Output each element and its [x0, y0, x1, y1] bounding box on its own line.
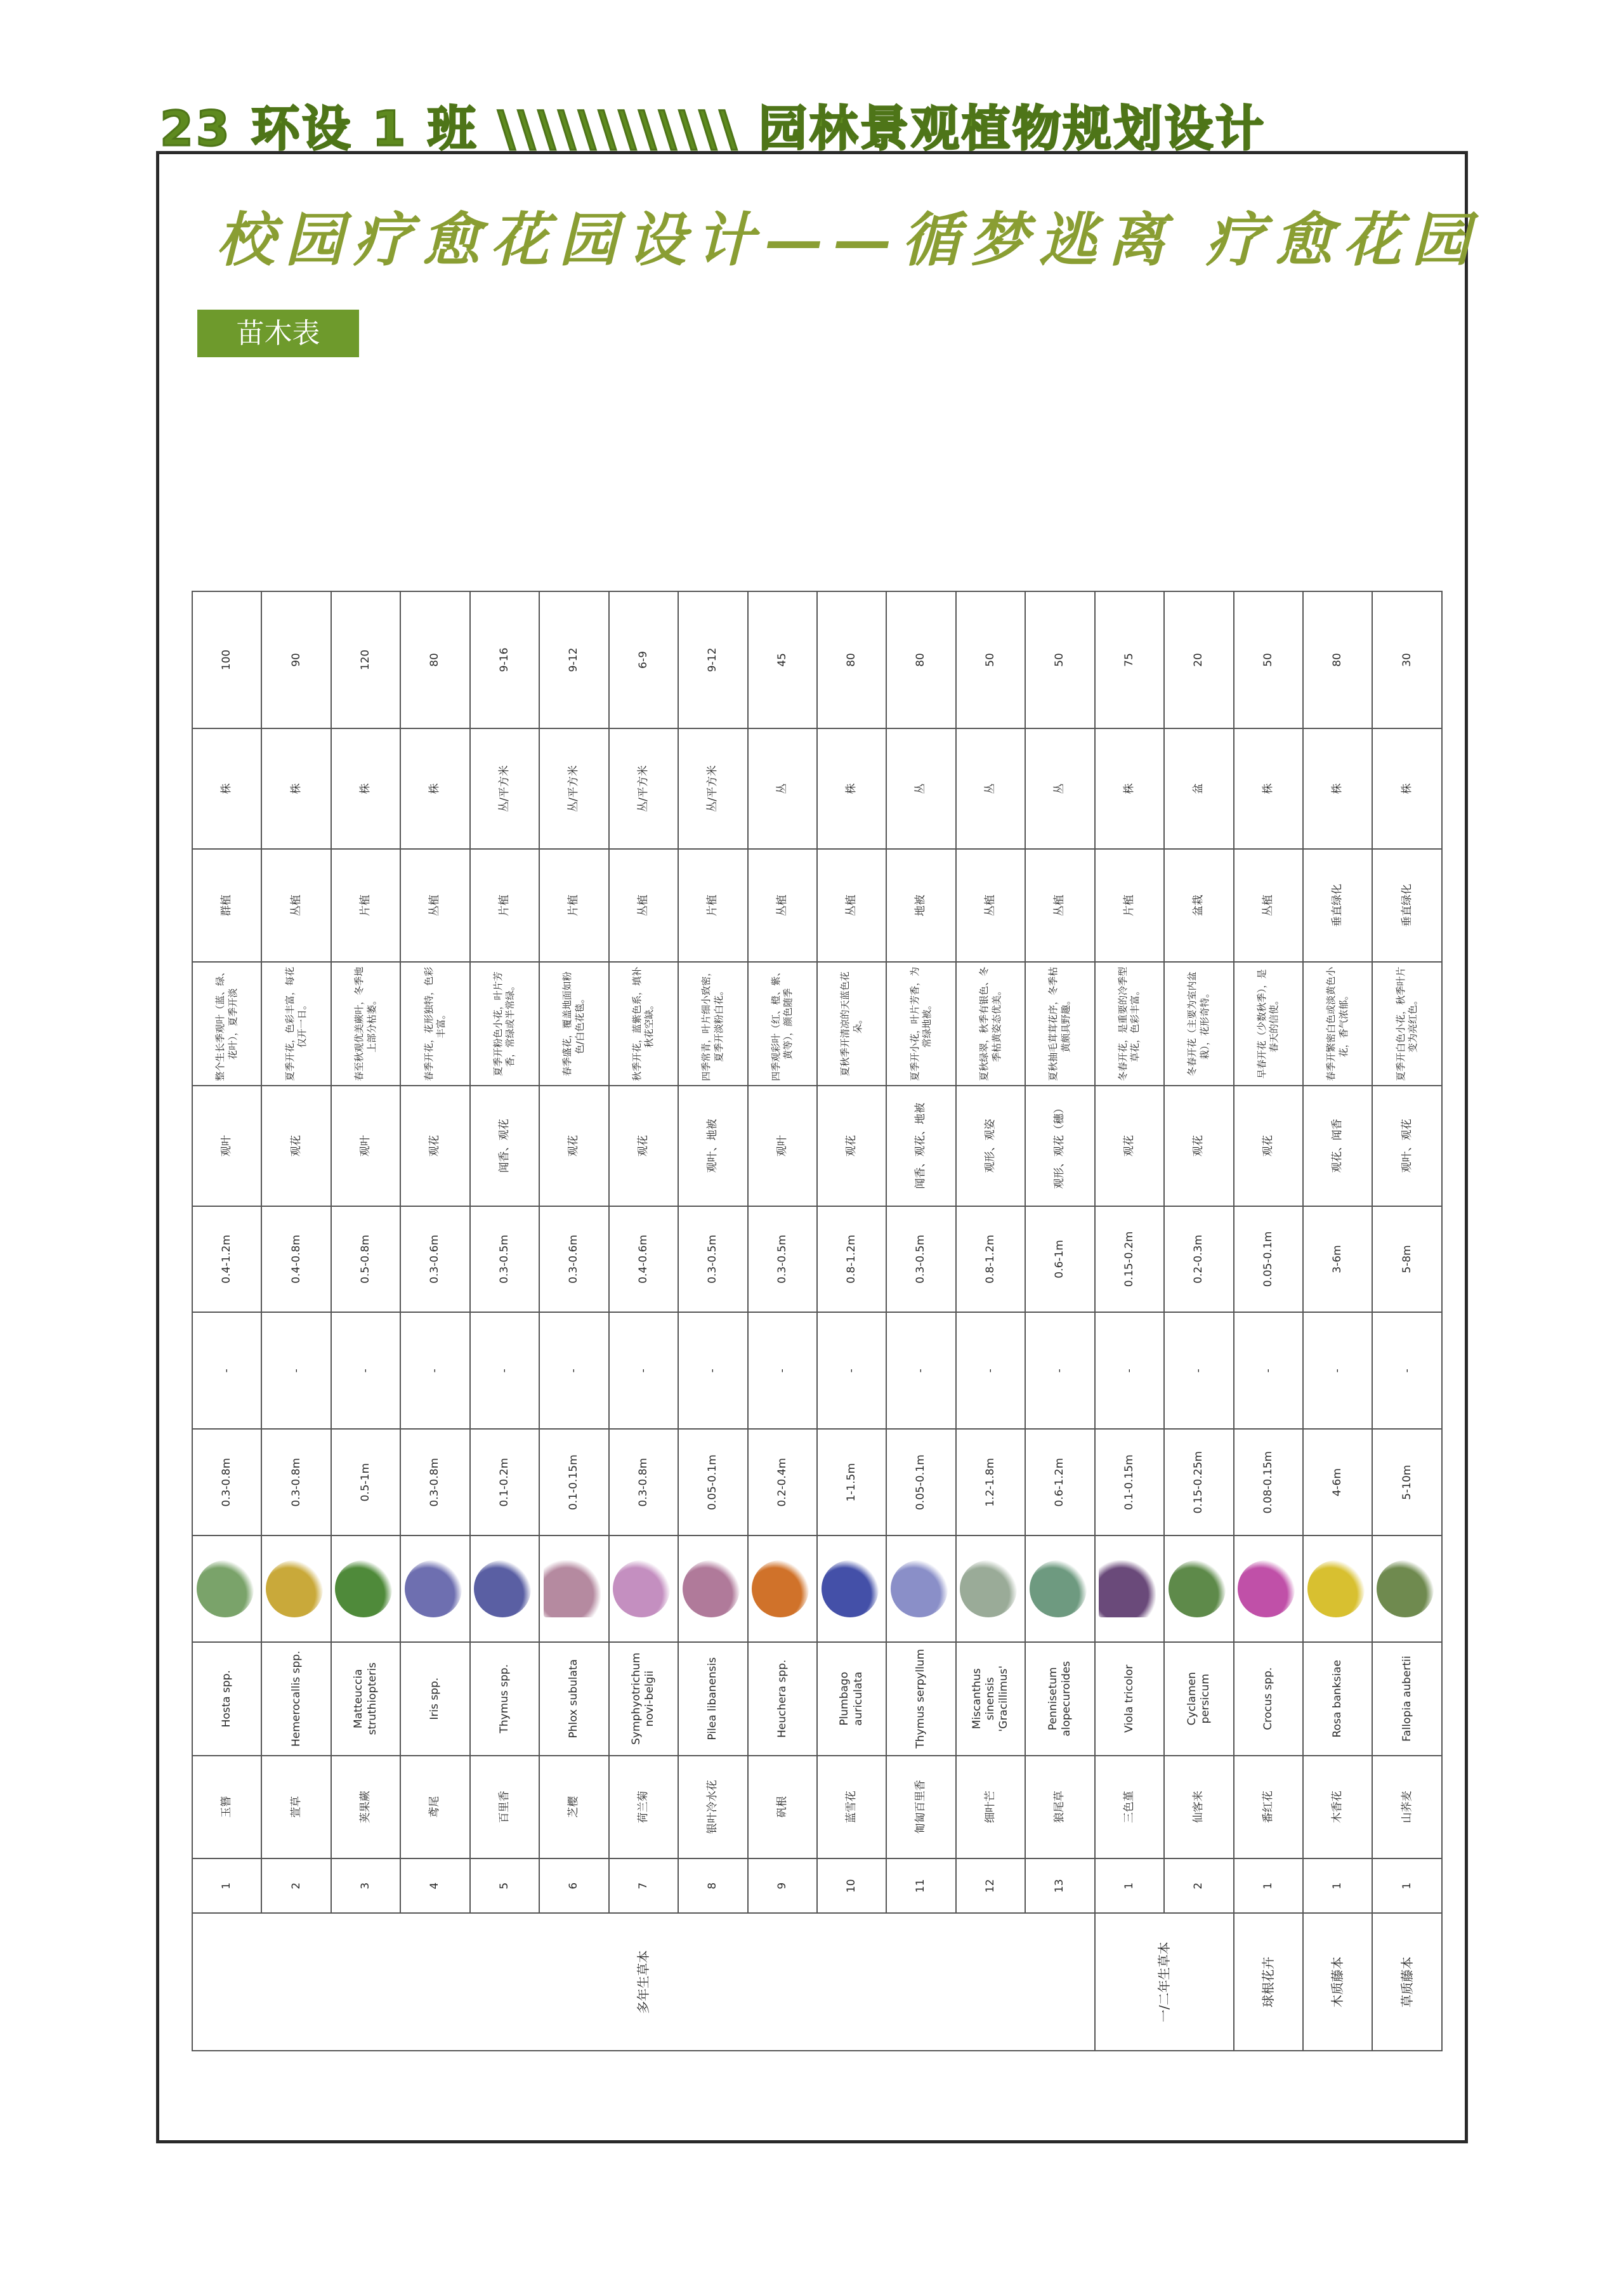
cell-spread: 0.4-0.6m: [609, 1206, 678, 1313]
cell-chinese-name: 三色堇: [1095, 1756, 1164, 1858]
table-row: [956, 402, 1025, 2051]
table-row: [470, 402, 539, 2051]
cell-description: 夏秋绿翠，秋季有银色、冬季枯黄姿态优美。: [956, 962, 1025, 1086]
cell-chinese-name: 山荞麦: [1372, 1756, 1442, 1858]
cell-empty: -: [609, 1312, 678, 1429]
cell-quantity: 75: [1095, 591, 1164, 729]
cell-quantity: 45: [748, 591, 817, 729]
cell-unit: 丛/平方米: [678, 728, 747, 848]
cell-empty: -: [1372, 1312, 1442, 1429]
cell-spread: 0.3-0.6m: [400, 1206, 469, 1313]
cell-use: 丛植: [1025, 849, 1094, 963]
cell-use: 丛植: [1234, 849, 1303, 963]
cell-description: 春季盛花，覆盖地面如粉色/白色花毯。: [539, 962, 608, 1086]
cell-quantity: 80: [817, 591, 886, 729]
cell-quantity: 90: [261, 591, 331, 729]
cell-image: [1303, 1535, 1372, 1642]
cell-latin-name: Hemerocallis spp.: [261, 1642, 331, 1756]
cell-description: 冬春开花，是重要的冷季型草花，色彩丰富。: [1095, 962, 1164, 1086]
cell-empty: -: [192, 1312, 261, 1429]
cell-quantity: 20: [1164, 591, 1233, 729]
cell-spread: 0.3-0.5m: [886, 1206, 955, 1313]
cell-latin-name: Hosta spp.: [192, 1642, 261, 1756]
cell-image: [1164, 1535, 1233, 1642]
cell-category: 一/二年生草本: [1095, 1914, 1234, 2051]
page-title: 校园疗愈花园设计——循梦逃离 疗愈花园: [216, 206, 1481, 274]
table-row: [748, 402, 817, 2051]
cell-unit: 盆: [1164, 728, 1233, 848]
table-row: [331, 402, 400, 2051]
cell-spread: 0.3-0.5m: [678, 1206, 747, 1313]
cell-view-feature: 观花、闻香: [1303, 1086, 1372, 1206]
cell-chinese-name: 匍匐百里香: [886, 1756, 955, 1858]
cell-height: 0.15-0.25m: [1164, 1429, 1233, 1535]
cell-use: 片植: [470, 849, 539, 963]
plumbago-icon: [822, 1560, 879, 1617]
cell-spread: 0.3-0.5m: [748, 1206, 817, 1313]
cell-use: 丛植: [748, 849, 817, 963]
cell-quantity: 9-12: [678, 591, 747, 729]
cell-quantity: 50: [1025, 591, 1094, 729]
cell-unit: 株: [1303, 728, 1372, 848]
viola-icon: [1099, 1560, 1156, 1617]
cell-category: 木质藤本: [1303, 1914, 1372, 2051]
cell-spread: 0.05-0.1m: [1234, 1206, 1303, 1313]
cell-number: 3: [331, 1858, 400, 1914]
course-header: 23 环设 1 班 \\\\\\\\\\\\ 园林景观植物规划设计: [160, 100, 1267, 157]
table-row: [1025, 402, 1094, 2051]
cell-image: [1025, 1535, 1094, 1642]
fallopia-icon: [1377, 1560, 1434, 1617]
cell-number: 2: [1164, 1858, 1233, 1914]
thyme-icon: [474, 1560, 531, 1617]
cell-view-feature: 闻香、观花、地被: [886, 1086, 955, 1206]
cell-empty: -: [1095, 1312, 1164, 1429]
cell-unit: 株: [1372, 728, 1442, 848]
cell-height: 0.08-0.15m: [1234, 1429, 1303, 1535]
cell-image: [331, 1535, 400, 1642]
cell-image: [1095, 1535, 1164, 1642]
cell-unit: 株: [817, 728, 886, 848]
cell-image: [886, 1535, 955, 1642]
nursery-table: [192, 402, 1443, 2051]
cell-use: 片植: [678, 849, 747, 963]
cell-use: 丛植: [400, 849, 469, 963]
cell-number: 1: [1372, 1858, 1442, 1914]
cell-description: 四季常青，叶片细小致密，夏季开淡粉白花。: [678, 962, 747, 1086]
cell-empty: -: [678, 1312, 747, 1429]
cyclamen-icon: [1169, 1560, 1226, 1617]
cell-latin-name: Thymus spp.: [470, 1642, 539, 1756]
cell-chinese-name: 蓝雪花: [817, 1756, 886, 1858]
pilea-icon: [683, 1560, 740, 1617]
cell-spread: 0.8-1.2m: [956, 1206, 1025, 1313]
grass-icon: [960, 1560, 1017, 1617]
nursery-table-area: [192, 402, 1443, 2051]
cell-number: 1: [192, 1858, 261, 1914]
cell-height: 0.3-0.8m: [400, 1429, 469, 1535]
cell-number: 6: [539, 1858, 608, 1914]
cell-latin-name: Thymus serpyllum: [886, 1642, 955, 1756]
cell-use: 丛植: [817, 849, 886, 963]
cell-use: 片植: [331, 849, 400, 963]
cell-unit: 丛: [1025, 728, 1094, 848]
cell-number: 12: [956, 1858, 1025, 1914]
cell-view-feature: 观花: [817, 1086, 886, 1206]
iris-icon: [405, 1560, 462, 1617]
cell-unit: 株: [261, 728, 331, 848]
cell-view-feature: 观花: [400, 1086, 469, 1206]
cell-use: 盆栽: [1164, 849, 1233, 963]
cell-number: 10: [817, 1858, 886, 1914]
cell-description: 春季开繁密白色或淡黄色小花，香气浓郁。: [1303, 962, 1372, 1086]
cell-chinese-name: 仙客来: [1164, 1756, 1233, 1858]
cell-number: 11: [886, 1858, 955, 1914]
table-row: [609, 402, 678, 2051]
cell-description: 秋季开花，蓝紫色系，填补秋花空缺。: [609, 962, 678, 1086]
daylily-icon: [266, 1560, 323, 1617]
cell-use: 片植: [539, 849, 608, 963]
table-row: [1234, 402, 1303, 2051]
cell-category: 多年生草本: [192, 1914, 1095, 2051]
cell-unit: 丛: [956, 728, 1025, 848]
table-row: [1372, 402, 1442, 2051]
rosa-banksiae-icon: [1307, 1560, 1365, 1617]
table-row: [817, 402, 886, 2051]
cell-description: 夏秋抽毛茸茸花序，冬季枯黄颇具野趣。: [1025, 962, 1094, 1086]
cell-quantity: 80: [400, 591, 469, 729]
cell-number: 1: [1234, 1858, 1303, 1914]
cell-height: 0.1-0.2m: [470, 1429, 539, 1535]
cell-height: 0.6-1.2m: [1025, 1429, 1094, 1535]
cell-use: 垂直绿化: [1372, 849, 1442, 963]
cell-latin-name: Pilea libanensis: [678, 1642, 747, 1756]
cell-spread: 0.3-0.6m: [539, 1206, 608, 1313]
cell-empty: -: [886, 1312, 955, 1429]
cell-view-feature: 观花: [539, 1086, 608, 1206]
cell-spread: 3-6m: [1303, 1206, 1372, 1313]
cell-number: 4: [400, 1858, 469, 1914]
cell-quantity: 9-16: [470, 591, 539, 729]
cell-unit: 丛: [886, 728, 955, 848]
cell-view-feature: 观花: [261, 1086, 331, 1206]
hosta-icon: [197, 1560, 254, 1617]
cell-image: [1234, 1535, 1303, 1642]
cell-chinese-name: 荚果蕨: [331, 1756, 400, 1858]
cell-chinese-name: 鸢尾: [400, 1756, 469, 1858]
cell-chinese-name: 萱草: [261, 1756, 331, 1858]
cell-description: 早春开花（少数秋季），是春天的信使。: [1234, 962, 1303, 1086]
cell-view-feature: 观形、观花（穗）: [1025, 1086, 1094, 1206]
cell-height: 0.3-0.8m: [609, 1429, 678, 1535]
table-row: [886, 402, 955, 2051]
cell-chinese-name: 百里香: [470, 1756, 539, 1858]
cell-spread: 0.15-0.2m: [1095, 1206, 1164, 1313]
cell-latin-name: Crocus spp.: [1234, 1642, 1303, 1756]
cell-latin-name: Iris spp.: [400, 1642, 469, 1756]
cell-description: 夏季开粉色小花，叶片芳香，常绿或半常绿。: [470, 962, 539, 1086]
cell-image: [470, 1535, 539, 1642]
cell-latin-name: Matteuccia struthiopteris: [331, 1642, 400, 1756]
cell-view-feature: 观花: [1234, 1086, 1303, 1206]
table-row: [678, 402, 747, 2051]
cell-unit: 株: [192, 728, 261, 848]
cell-unit: 丛/平方米: [470, 728, 539, 848]
cell-description: 夏秋季开清凉的天蓝色花朵。: [817, 962, 886, 1086]
table-row: [400, 402, 469, 2051]
cell-spread: 0.6-1m: [1025, 1206, 1094, 1313]
cell-latin-name: Cyclamen persicum: [1164, 1642, 1233, 1756]
cell-latin-name: Plumbago auriculata: [817, 1642, 886, 1756]
cell-chinese-name: 银叶冷水花: [678, 1756, 747, 1858]
cell-view-feature: 观叶: [192, 1086, 261, 1206]
cell-image: [956, 1535, 1025, 1642]
cell-empty: -: [1025, 1312, 1094, 1429]
cell-image: [192, 1535, 261, 1642]
cell-use: 丛植: [609, 849, 678, 963]
cell-quantity: 80: [886, 591, 955, 729]
cell-empty: -: [331, 1312, 400, 1429]
cell-height: 5-10m: [1372, 1429, 1442, 1535]
cell-number: 5: [470, 1858, 539, 1914]
cell-number: 9: [748, 1858, 817, 1914]
cell-spread: 0.4-0.8m: [261, 1206, 331, 1313]
cell-quantity: 6-9: [609, 591, 678, 729]
cell-empty: -: [1234, 1312, 1303, 1429]
cell-description: 整个生长季观叶（蓝、绿、花叶），夏季开淡: [192, 962, 261, 1086]
cell-spread: 0.8-1.2m: [817, 1206, 886, 1313]
table-row: [1303, 402, 1372, 2051]
table-row: [1164, 402, 1233, 2051]
crocus-icon: [1238, 1560, 1295, 1617]
cell-view-feature: 观叶、观花: [1372, 1086, 1442, 1206]
cell-height: 0.5-1m: [331, 1429, 400, 1535]
cell-height: 0.3-0.8m: [261, 1429, 331, 1535]
nursery-table-body: [192, 402, 1442, 2051]
cell-latin-name: Pennisetum alopecuroides: [1025, 1642, 1094, 1756]
cell-description: 春季开花，花形独特，色彩丰富。: [400, 962, 469, 1086]
cell-use: 丛植: [956, 849, 1025, 963]
cell-unit: 株: [331, 728, 400, 848]
cell-empty: -: [539, 1312, 608, 1429]
fern-icon: [335, 1560, 392, 1617]
cell-description: 夏季开白色小花，秋季叶片变为亮红色。: [1372, 962, 1442, 1086]
aster-icon: [613, 1560, 670, 1617]
cell-number: 8: [678, 1858, 747, 1914]
cell-number: 2: [261, 1858, 331, 1914]
section-tag: 苗木表: [197, 310, 359, 357]
table-row: [1095, 402, 1164, 2051]
cell-number: 1: [1095, 1858, 1164, 1914]
cell-number: 7: [609, 1858, 678, 1914]
cell-empty: -: [817, 1312, 886, 1429]
cell-empty: -: [400, 1312, 469, 1429]
cell-height: 0.2-0.4m: [748, 1429, 817, 1535]
cell-latin-name: Rosa banksiae: [1303, 1642, 1372, 1756]
cell-height: 0.05-0.1m: [678, 1429, 747, 1535]
cell-chinese-name: 芝樱: [539, 1756, 608, 1858]
cell-empty: -: [261, 1312, 331, 1429]
cell-image: [748, 1535, 817, 1642]
cell-chinese-name: 木香花: [1303, 1756, 1372, 1858]
cell-spread: 5-8m: [1372, 1206, 1442, 1313]
cell-empty: -: [748, 1312, 817, 1429]
cell-empty: -: [1303, 1312, 1372, 1429]
cell-unit: 株: [1234, 728, 1303, 848]
cell-category: 球根花卉: [1234, 1914, 1303, 2051]
cell-image: [539, 1535, 608, 1642]
cell-description: 冬春开花（主要为室内盆栽），花形奇特。: [1164, 962, 1233, 1086]
cell-unit: 株: [1095, 728, 1164, 848]
cell-view-feature: 观叶、地被: [678, 1086, 747, 1206]
cell-use: 片植: [1095, 849, 1164, 963]
cell-image: [678, 1535, 747, 1642]
cell-quantity: 100: [192, 591, 261, 729]
cell-chinese-name: 细叶芒: [956, 1756, 1025, 1858]
cell-height: 4-6m: [1303, 1429, 1372, 1535]
cell-use: 地被: [886, 849, 955, 963]
cell-latin-name: Viola tricolor: [1095, 1642, 1164, 1756]
cell-chinese-name: 番红花: [1234, 1756, 1303, 1858]
cell-view-feature: 观花: [609, 1086, 678, 1206]
cell-view-feature: 观花: [1164, 1086, 1233, 1206]
cell-view-feature: 观叶: [748, 1086, 817, 1206]
table-row: [539, 402, 608, 2051]
cell-view-feature: 观花: [1095, 1086, 1164, 1206]
cell-image: [609, 1535, 678, 1642]
cell-latin-name: Fallopia aubertii: [1372, 1642, 1442, 1756]
cell-empty: -: [956, 1312, 1025, 1429]
cell-spread: 0.5-0.8m: [331, 1206, 400, 1313]
cell-number: 13: [1025, 1858, 1094, 1914]
heuchera-icon: [752, 1560, 809, 1617]
phlox-icon: [544, 1560, 601, 1617]
table-row: [192, 402, 261, 2051]
cell-spread: 0.3-0.5m: [470, 1206, 539, 1313]
cell-view-feature: 观形、观姿: [956, 1086, 1025, 1206]
cell-image: [261, 1535, 331, 1642]
cell-height: 0.1-0.15m: [539, 1429, 608, 1535]
creeping-thyme-icon: [891, 1560, 948, 1617]
cell-latin-name: Symphyotrichum novi-belgii: [609, 1642, 678, 1756]
cell-chinese-name: 狼尾草: [1025, 1756, 1094, 1858]
cell-description: 四季观彩叶（红、橙、紫、黄等），颜色随季: [748, 962, 817, 1086]
cell-empty: -: [1164, 1312, 1233, 1429]
cell-image: [400, 1535, 469, 1642]
cell-image: [817, 1535, 886, 1642]
cell-quantity: 9-12: [539, 591, 608, 729]
pennisetum-icon: [1030, 1560, 1087, 1617]
cell-height: 0.1-0.15m: [1095, 1429, 1164, 1535]
cell-quantity: 50: [956, 591, 1025, 729]
cell-number: 1: [1303, 1858, 1372, 1914]
cell-height: 0.05-0.1m: [886, 1429, 955, 1535]
cell-unit: 丛: [748, 728, 817, 848]
cell-spread: 0.2-0.3m: [1164, 1206, 1233, 1313]
cell-quantity: 80: [1303, 591, 1372, 729]
cell-unit: 株: [400, 728, 469, 848]
table-row: [261, 402, 331, 2051]
cell-quantity: 50: [1234, 591, 1303, 729]
cell-unit: 丛/平方米: [539, 728, 608, 848]
cell-latin-name: Heuchera spp.: [748, 1642, 817, 1756]
cell-chinese-name: 玉簪: [192, 1756, 261, 1858]
cell-quantity: 30: [1372, 591, 1442, 729]
cell-empty: -: [470, 1312, 539, 1429]
cell-view-feature: 闻香、观花: [470, 1086, 539, 1206]
cell-category: 草质藤本: [1372, 1914, 1442, 2051]
cell-image: [1372, 1535, 1442, 1642]
cell-description: 夏季开花，色彩丰富，每花仅开一日。: [261, 962, 331, 1086]
page-frame: [156, 151, 1481, 2143]
cell-description: 夏季开小花，叶片芳香，为常绿地被。: [886, 962, 955, 1086]
cell-height: 0.3-0.8m: [192, 1429, 261, 1535]
cell-chinese-name: 荷兰菊: [609, 1756, 678, 1858]
cell-use: 丛植: [261, 849, 331, 963]
cell-use: 垂直绿化: [1303, 849, 1372, 963]
cell-chinese-name: 矾根: [748, 1756, 817, 1858]
cell-view-feature: 观叶: [331, 1086, 400, 1206]
cell-spread: 0.4-1.2m: [192, 1206, 261, 1313]
cell-height: 1-1.5m: [817, 1429, 886, 1535]
cell-use: 群植: [192, 849, 261, 963]
cell-latin-name: Miscanthus sinensis 'Gracillimus': [956, 1642, 1025, 1756]
cell-height: 1.2-1.8m: [956, 1429, 1025, 1535]
cell-unit: 丛/平方米: [609, 728, 678, 848]
cell-quantity: 120: [331, 591, 400, 729]
cell-description: 春至秋观优美蕨叶，冬季地上部分枯萎。: [331, 962, 400, 1086]
cell-latin-name: Phlox subulata: [539, 1642, 608, 1756]
